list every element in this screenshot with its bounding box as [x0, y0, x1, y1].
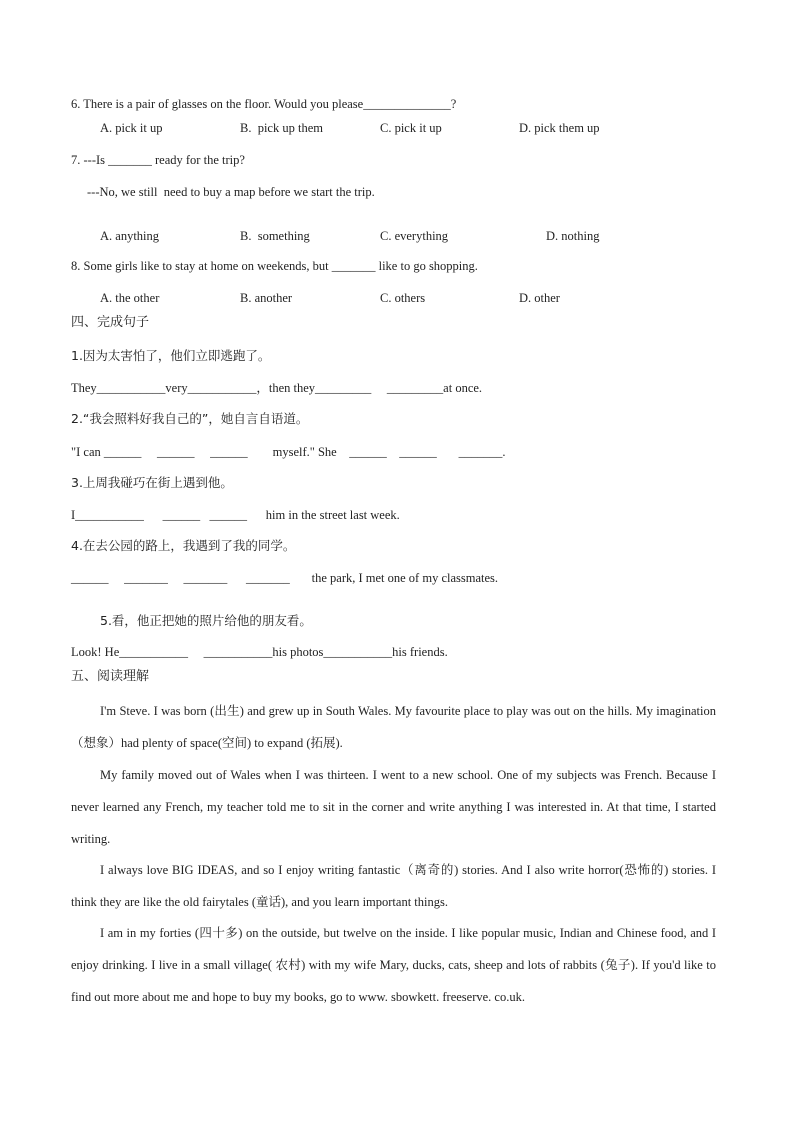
q8-option-d: D. other: [519, 291, 560, 305]
q7-option-d: D. nothing: [546, 229, 600, 243]
q7-option-c: C. everything: [380, 229, 449, 243]
sentence-3-chinese: 3.上周我碰巧在街上遇到他。: [71, 475, 233, 490]
sentence-1-chinese: 1.因为太害怕了，他们立即逃跑了。: [71, 348, 271, 363]
sentence-5-chinese: 5.看，他正把她的照片给他的朋友看。: [100, 613, 312, 628]
q8-option-b: B. another: [240, 291, 293, 305]
sentence-3-english: I___________ ______ ______ him in the street last week.: [71, 508, 400, 522]
sentence-4-chinese: 4.在去公园的路上，我遇到了我的同学。: [71, 538, 296, 553]
q6-option-d: D. pick them up: [519, 121, 600, 135]
q6-option-c: C. pick it up: [380, 121, 442, 135]
q7-option-a: A. anything: [100, 229, 160, 243]
q8-option-c: C. others: [380, 291, 426, 305]
sentence-2-english: "I can ______ ______ ______ myself." She ______ ______ _______.: [71, 445, 506, 459]
reading-paragraph-2: My family moved out of Wales when I was thirteen. I went to a new school. One of my subjects was French. Because I never learned any French, my teacher told me to sit in the corner and write anything I was interested in. At that time, I started writing.: [71, 768, 716, 846]
sentence-2-chinese: 2.“我会照料好我自己的”，她自言自语道。: [71, 411, 309, 426]
question-8: 8. Some girls like to stay at home on weekends, but _______ like to go shopping.: [71, 259, 478, 273]
q7-option-b: B. something: [240, 229, 310, 243]
reading-paragraph-4: I am in my forties (四十多) on the outside, but twelve on the inside. I like popular music, Indian and Chinese food, and I enjoy drinking. I live in a small village( 农村) with my wife Mary, ducks, cats, sheep and lots of rabbits (兔子). If you'd like to find out more about me and hope to buy my books, go to www. sbowkett. freeserve. co.uk.: [71, 926, 716, 1004]
reading-paragraph-1: I'm Steve. I was born (出生) and grew up in South Wales. My favourite place to play was out on the hills. My imagination （想象）had plenty of space(空间) to expand (拓展).: [71, 704, 716, 750]
sentence-1-english: They___________very___________，then they_________ _________at once.: [71, 381, 483, 395]
q6-option-a: A. pick it up: [100, 121, 163, 135]
section-4-heading: 四、完成句子: [71, 315, 150, 330]
section-5-heading: 五、阅读理解: [71, 669, 150, 684]
q8-option-a: A. the other: [100, 291, 160, 305]
question-7-answer-line: ---No, we still need to buy a map before we start the trip.: [87, 185, 375, 199]
sentence-5-english: Look! He___________ ___________his photos___________his friends.: [71, 645, 448, 659]
sentence-4-english: ______ _______ _______ _______ the park, I met one of my classmates.: [71, 571, 499, 585]
question-6: 6. There is a pair of glasses on the floor. Would you please______________?: [71, 97, 457, 111]
reading-paragraph-3: I always love BIG IDEAS, and so I enjoy writing fantastic（离奇的) stories. And I also write horror(恐怖的) stories. I think they are like the old fairytales (童话), and you learn important things.: [71, 863, 716, 909]
question-7: 7. ---Is _______ ready for the trip?: [71, 153, 245, 167]
q6-option-b: B. pick up them: [240, 121, 323, 135]
